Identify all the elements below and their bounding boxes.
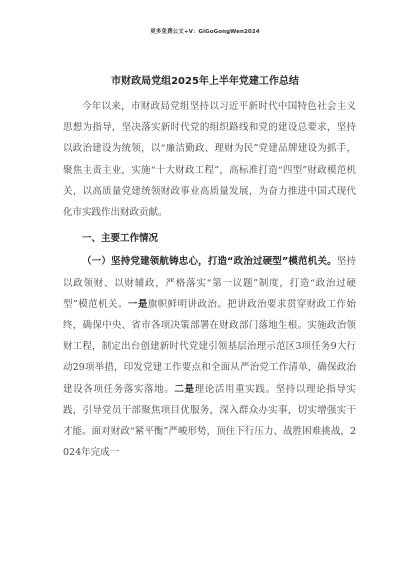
document-body: [63, 96, 356, 463]
paragraph-text: 旗帜鲜明讲政治。把讲政治要求贯穿财政工作始终，确保中央、省市各项决策部署在财政部门落地生根。实施政治领财工程，制定出台创建新时代党建引领基层治理示范区3项任务9大行动29项举措，印发党建工作要点和全面从严治党工作清单，确保政治建设各项任务落实落地。: [63, 298, 356, 395]
header-note: 更多免费公文+V：GiGoGongWen2024: [150, 29, 260, 35]
section-heading: 一、主要工作情况: [82, 233, 159, 245]
paragraph-text: 理论活用重实践。坚持以理论指导实践，引导党员干部聚焦项目优服务，深入群众办实事，切实增强实干才能。面对财政“紧平衡”严峻形势，顶住下行压力、战胜困难挑战，2024年完成一: [63, 383, 356, 459]
sub-section-title: （一）坚持党建领航铸忠心，打造“政治过硬型”模范机关。: [82, 256, 337, 268]
highlight-first: 一是: [127, 298, 148, 310]
highlight-second: 二是: [174, 383, 195, 395]
intro-paragraph: 今年以来，市财政局党组坚持以习近平新时代中国特色社会主义思想为指导，坚决落实新时代党的组织路线和党的建设总要求，坚持以政治建设为统领，以“廉洁勤政、理财为民”党建品牌建设为抓手，聚焦主责主业，实施“十大财政工程”，高标准打造“四型”财政模范机关，以高质量党建统领财政事业高质量发展，为奋力推进中国式现代化市实践作出财政贡献。: [63, 101, 356, 219]
sub-section-paragraph: [63, 251, 356, 463]
paragraph-text: 坚持以政领财、以财辅政，严格落实“第一议题”制度，打造“政治过硬型”模范机关。: [63, 256, 356, 310]
document-title: 市财政局党组2025年上半年党建工作总结: [111, 76, 299, 87]
